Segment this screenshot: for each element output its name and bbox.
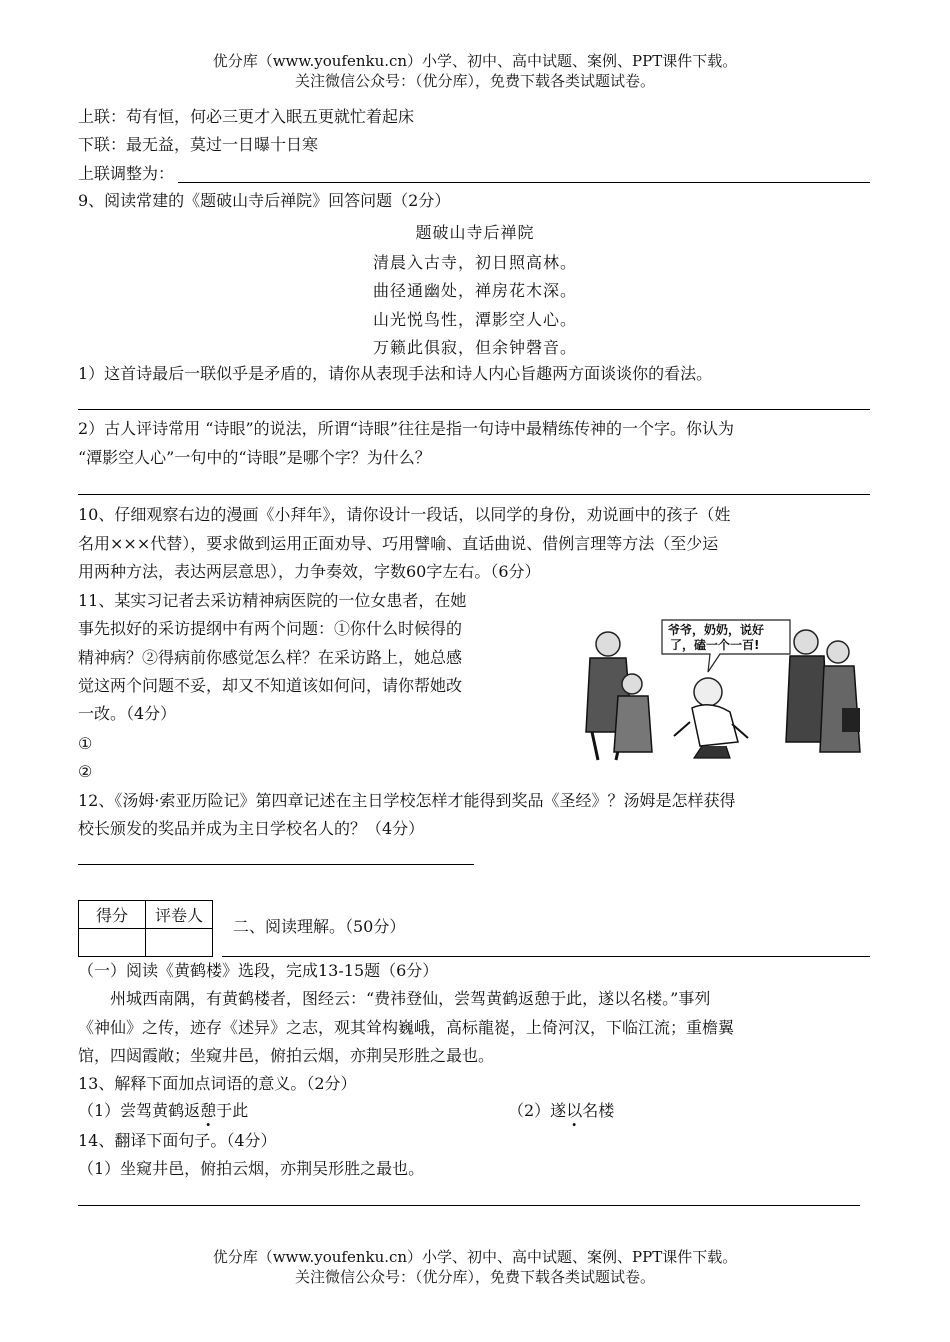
section2-sub1: （一）阅读《黄鹤楼》选段，完成13-15题（6分） xyxy=(78,961,439,980)
q9-sub2-line1: 2）古人评诗常用 “诗眼”的说法，所谓“诗眼”往往是指一句诗中最精练传神的一个字。你认为 xyxy=(78,419,734,438)
q11-blank-1[interactable]: ① xyxy=(78,734,93,753)
poem-line-2: 曲径通幽处，禅房花木深。 xyxy=(372,281,577,300)
passage-line-3: 馆，四闼霞敞；坐窥井邑，俯拍云烟，亦荆吴形胜之最也。 xyxy=(78,1046,495,1065)
grader-cell[interactable] xyxy=(146,929,213,957)
answer-line-couplet[interactable] xyxy=(178,182,870,183)
couplet-upper: 上联：苟有恒，何必三更才入眠五更就忙着起床 xyxy=(78,107,415,126)
section2-title: 二、阅读理解。（50分） xyxy=(233,917,406,936)
score-cell[interactable] xyxy=(79,929,146,957)
couplet-lower: 下联：最无益，莫过一日曝十日寒 xyxy=(78,135,319,154)
q9-sub1: 1）这首诗最后一联似乎是矛盾的，请你从表现手法和诗人内心旨趣两方面谈谈你的看法。 xyxy=(78,364,713,383)
cartoon-illustration xyxy=(570,612,870,764)
passage-line-1: 州城西南隅，有黄鹤楼者，图经云：“费祎登仙，尝驾黄鹤返憩于此，遂以名楼。”事列 xyxy=(110,989,711,1008)
q12-line1: 12、《汤姆·索亚历险记》第四章记述在主日学校怎样才能得到奖品《圣经》？汤姆是怎样获得 xyxy=(78,791,736,810)
q11-blank-2[interactable]: ② xyxy=(78,762,93,781)
section2-rule xyxy=(222,956,870,957)
poem-line-3: 山光悦鸟性，潭影空人心。 xyxy=(372,310,577,329)
speech-text-1: 爷爷，奶奶，说好 xyxy=(668,623,765,637)
answer-line-q9-2[interactable] xyxy=(78,494,870,495)
q13-item1-dotted-word: 憩 xyxy=(200,1101,217,1120)
poem-line-4: 万籁此俱寂，但余钟磬音。 xyxy=(372,338,577,357)
q10-line1: 10、仔细观察右边的漫画《小拜年》，请你设计一段话，以同学的身份，劝说画中的孩子（姓 xyxy=(78,505,731,524)
answer-line-q12[interactable] xyxy=(78,864,474,865)
q13-item2 xyxy=(508,1100,614,1122)
answer-line-q14[interactable] xyxy=(78,1205,860,1206)
passage-line-2: 《神仙》之传，迹存《述异》之志，观其耸构巍峨，高标龍嵸，上倚河汉，下临江流；重檐翼 xyxy=(78,1018,735,1037)
q9-sub2-line2: “潭影空人心”一句中的“诗眼”是哪个字？为什么？ xyxy=(78,448,431,467)
q12-line2: 校长颁发的奖品并成为主日学校名人的？（4分） xyxy=(78,819,425,838)
q14-item1: （1）坐窥井邑，俯拍云烟，亦荆吴形胜之最也。 xyxy=(78,1159,425,1178)
q11-line1: 11、某实习记者去采访精神病医院的一位女患者，在她 xyxy=(78,591,467,610)
page-footer-line2: 关注微信公众号：（优分库），免费下载各类试题试卷。 xyxy=(294,1268,655,1286)
q11-line4: 觉这两个问题不妥，却又不知道该如何问，请你帮她改 xyxy=(78,676,463,695)
poem-title: 题破山寺后禅院 xyxy=(415,223,535,242)
q13-prompt: 13、解释下面加点词语的意义。（2分） xyxy=(78,1074,357,1093)
page-header-line1: 优分库（www.youfenku.cn）小学、初中、高中试题、案例、PPT课件下载。 xyxy=(212,52,738,70)
q13-item1-post: 于此 xyxy=(216,1101,249,1120)
cartoon-drawing xyxy=(570,612,870,764)
q11-line3: 精神病？②得病前你感觉怎么样？在采访路上，她总感 xyxy=(78,648,463,667)
speech-text-2: 了，磕一个一百! xyxy=(670,638,760,652)
q14-prompt: 14、翻译下面句子。（4分） xyxy=(78,1131,277,1150)
grader-label: 评卷人 xyxy=(146,901,213,929)
q13-item2-pre: （2）遂 xyxy=(508,1101,567,1120)
page-footer-line1: 优分库（www.youfenku.cn）小学、初中、高中试题、案例、PPT课件下载。 xyxy=(212,1248,738,1266)
poem-line-1: 清晨入古寺，初日照高林。 xyxy=(372,253,577,272)
q13-item2-post: 名楼 xyxy=(582,1101,615,1120)
q13-item1-pre: （1）尝驾黄鹤返 xyxy=(78,1101,201,1120)
q11-line5: 一改。（4分） xyxy=(78,704,177,723)
q13-item2-dotted-word: 以 xyxy=(566,1101,583,1120)
q13-item1 xyxy=(78,1100,248,1122)
page-header-line2: 关注微信公众号：（优分库），免费下载各类试题试卷。 xyxy=(294,72,655,90)
score-table xyxy=(78,900,213,957)
couplet-adjust-label: 上联调整为： xyxy=(78,164,175,183)
q11-line2: 事先拟好的采访提纲中有两个问题：①你什么时候得的 xyxy=(78,619,463,638)
answer-line-q9-1[interactable] xyxy=(78,409,870,410)
score-label: 得分 xyxy=(79,901,146,929)
q10-line2: 名用×××代替），要求做到运用正面劝导、巧用譬喻、直话曲说、借例言理等方法（至少运 xyxy=(78,534,719,553)
q10-line3: 用两种方法，表达两层意思），力争奏效，字数60字左右。（6分） xyxy=(78,562,541,581)
q9-prompt: 9、阅读常建的《题破山寺后禅院》回答问题（2分） xyxy=(78,191,451,210)
